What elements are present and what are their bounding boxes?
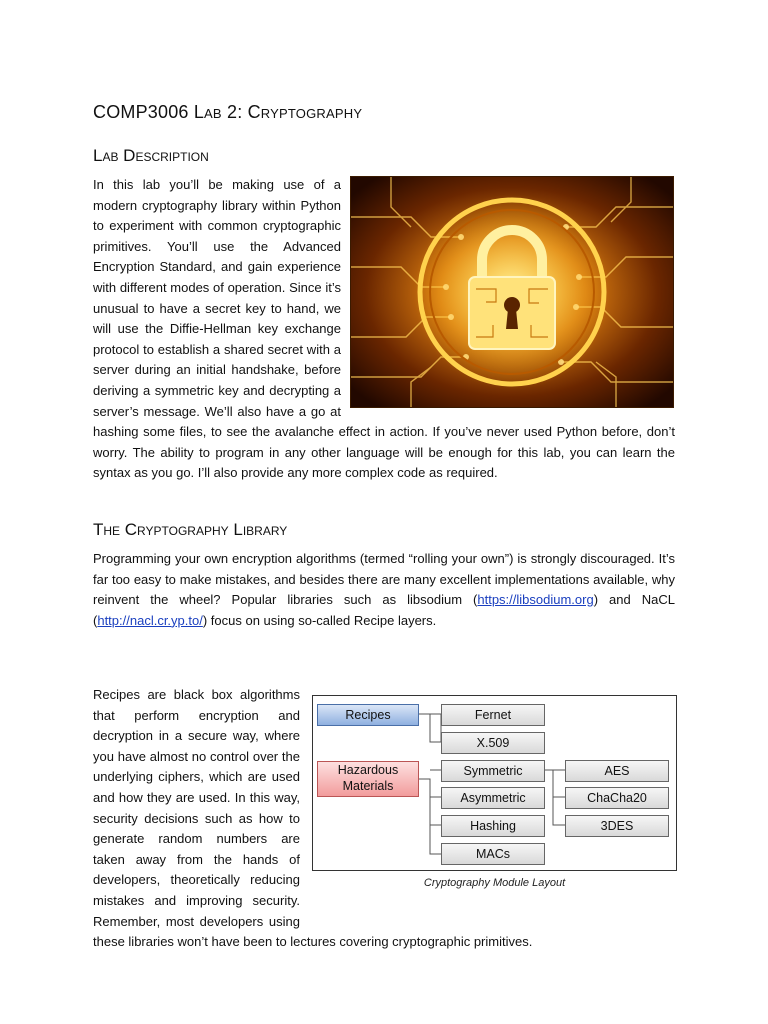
lab-description-paragraph: [93, 175, 675, 515]
recipes-text: Recipes are black box algorithms that perform encryption and decryption in a secure way, where you have almost no control over the underlying ciphers, which are used and how they are used. In this way, security decisions such as how to generate random numbers are taken away from the hands of developers, theoretically reducing mistakes and improving security. Remember, most developers using these libraries won’t have been to lectures covering cryptographic primitives.: [93, 687, 533, 950]
diagram-box-x509: X.509: [441, 732, 545, 754]
diagram-box-hashing: Hashing: [441, 815, 545, 837]
diagram-box-macs: MACs: [441, 843, 545, 865]
diagram-box-fernet: Fernet: [441, 704, 545, 726]
cryptography-module-diagram: [312, 695, 677, 871]
diagram-box-recipes: Recipes: [317, 704, 419, 726]
page-title: COMP3006 Lab 2: Cryptography: [93, 102, 363, 122]
library-text-c: ) focus on using so-called Recipe layers.: [202, 612, 437, 628]
diagram-box-symmetric: Symmetric: [441, 760, 545, 782]
nacl-link[interactable]: http://nacl.cr.yp.to/: [97, 612, 203, 628]
diagram-box-aes: AES: [565, 760, 669, 782]
library-paragraph: [93, 549, 675, 631]
section-heading-cryptography-library: The Cryptography Library: [93, 520, 288, 539]
diagram-box-asymmetric: Asymmetric: [441, 787, 545, 809]
diagram-box-3des: 3DES: [565, 815, 669, 837]
library-text-a: Programming your own encryption algorithms (termed “rolling your own”) is strongly discouraged. It’s far too easy to make mistakes, and besides there are many excellent implementations available, why reinvent the wheel? Popular libraries such as libsodium (: [93, 551, 675, 608]
section-heading-lab-description: Lab Description: [93, 146, 209, 165]
diagram-box-chacha20: ChaCha20: [565, 787, 669, 809]
image-float-spacer: [341, 175, 675, 411]
diagram-caption: Cryptography Module Layout: [423, 877, 566, 889]
libsodium-link[interactable]: https://libsodium.org: [477, 592, 594, 608]
lab-description-text: In this lab you’ll be making use of a modern cryptography library within Python to experiment with common cryptographic primitives. You’ll use the Advanced Encryption Standard, and gain experience with different modes of operation. Since it’s unusual to have a secret key to hand, we will use the Diffie-Hellman key exchange protocol to establish a shared secret with a server during an initial handshake, before deriving a symmetric key and decrypting a server’s message. We’ll also have a go at hashing some files, to see the avalanche effect in action. If you’ve never used Python before, don’t worry. The ability to program in any other language will be enough for this lab, you can learn the syntax as you go. I’ll also provide any more complex code as required.: [93, 177, 675, 481]
diagram-box-hazardous-materials: Hazardous Materials: [317, 761, 419, 797]
library-text-b: ) and NaCL (: [93, 592, 675, 628]
